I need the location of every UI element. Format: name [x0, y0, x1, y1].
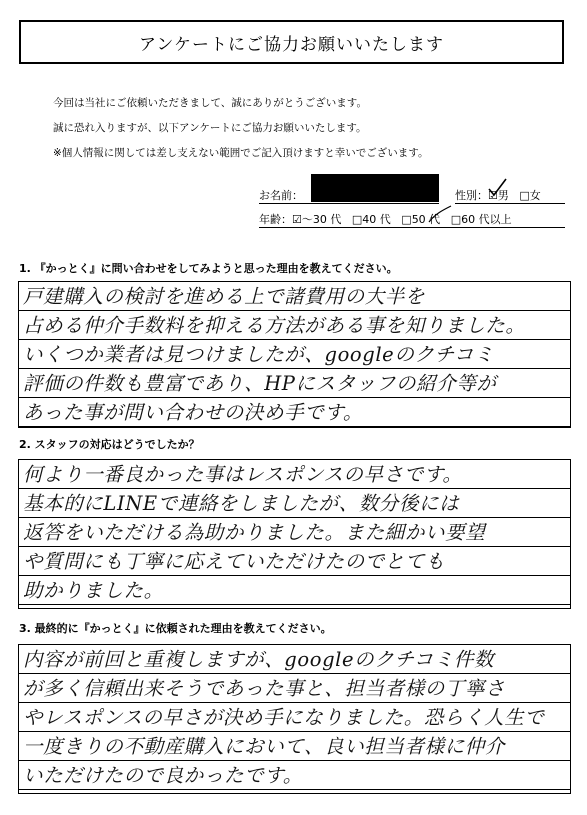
answer-line: あった事が問い合わせの決め手です。	[23, 401, 363, 424]
unchecked-box-icon: □	[450, 213, 462, 226]
checked-box-icon: ☑	[488, 189, 498, 202]
intro-line-1: 今回は当社にご依頼いただきまして、誠にありがとうございます。	[53, 97, 367, 109]
gender-option-label: 女	[529, 189, 541, 202]
name-redaction	[311, 174, 439, 202]
question-3-label: 3. 最終的に『かっとく』に依頼された理由を教えてください。	[19, 622, 332, 635]
answer-line: 基本的にLINEで連絡をしましたが、数分後には	[23, 492, 460, 515]
gender-option-female[interactable]	[519, 189, 540, 202]
answer-box-2	[18, 459, 571, 609]
age-field	[259, 211, 512, 227]
answer-line: いくつか業者は見つけましたが、googleのクチコミ	[23, 343, 495, 366]
answer-line: 何より一番良かった事はレスポンスの早さです。	[23, 463, 463, 486]
age-option-40s[interactable]	[352, 213, 391, 226]
answer-line: やレスポンスの早さが決め手になりました。恐らく人生で	[23, 706, 545, 729]
answer-line: 内容が前回と重複しますが、googleのクチコミ件数	[23, 648, 495, 671]
age-option-label: ～30 代	[301, 213, 342, 226]
gender-underline	[455, 203, 565, 204]
age-option-30s[interactable]	[292, 213, 341, 226]
unchecked-box-icon: □	[351, 213, 363, 226]
answer-line: が多く信頼出来そうであった事と、担当者様の丁寧さ	[23, 677, 506, 700]
answer-line: 返答をいただける為助かりました。また細かい要望	[23, 521, 486, 544]
unchecked-box-icon: □	[401, 213, 412, 226]
unchecked-box-icon: □	[519, 189, 530, 202]
age-underline	[259, 227, 565, 228]
answer-line: 助かりました。	[23, 579, 164, 602]
age-option-label: 50 代	[411, 213, 441, 226]
question-1-label: 1. 『かっとく』に問い合わせをしてみようと思った理由を教えてください。	[19, 262, 398, 275]
answer-line: いただけたので良かったです。	[23, 764, 303, 787]
intro-line-2: 誠に恐れ入りますが、以下アンケートにご協力お願いいたします。	[53, 122, 367, 134]
answer-line: 一度きりの不動産購入において、良い担当者様に仲介	[23, 735, 506, 758]
answer-line: 戸建購入の検討を進める上で諸費用の大半を	[23, 285, 426, 308]
answer-2-text	[23, 460, 566, 605]
name-label: お名前：	[259, 189, 303, 202]
age-label: 年齢：	[259, 213, 292, 226]
age-option-label: 60 代以上	[461, 213, 512, 226]
answer-line: 評価の件数も豊富であり、HPにスタッフの紹介等が	[23, 372, 497, 395]
checked-box-icon: ☑	[292, 213, 302, 226]
survey-title: アンケートにご協力お願いいたします	[19, 20, 564, 64]
age-option-60s-plus[interactable]	[451, 213, 512, 226]
answer-line: 占める仲介手数料を抑える方法がある事を知りました。	[23, 314, 526, 337]
answer-1-text	[23, 282, 566, 427]
handwritten-check-icon	[487, 176, 509, 198]
answer-3-text	[23, 645, 566, 790]
age-option-label: 40 代	[362, 213, 391, 226]
answer-box-3	[18, 644, 571, 794]
gender-option-label: 男	[497, 189, 509, 202]
gender-label: 性別：	[455, 189, 488, 202]
name-underline	[259, 203, 439, 204]
intro-line-3: ※個人情報に関しては差し支えない範囲でご記入頂けますと幸いでございます。	[53, 147, 429, 159]
answer-box-1	[18, 281, 571, 428]
question-2-label: 2. スタッフの対応はどうでしたか？	[19, 438, 200, 451]
handwritten-stroke-icon	[427, 204, 453, 226]
answer-line: や質問にも丁寧に応えていただけたのでとても	[23, 550, 446, 573]
